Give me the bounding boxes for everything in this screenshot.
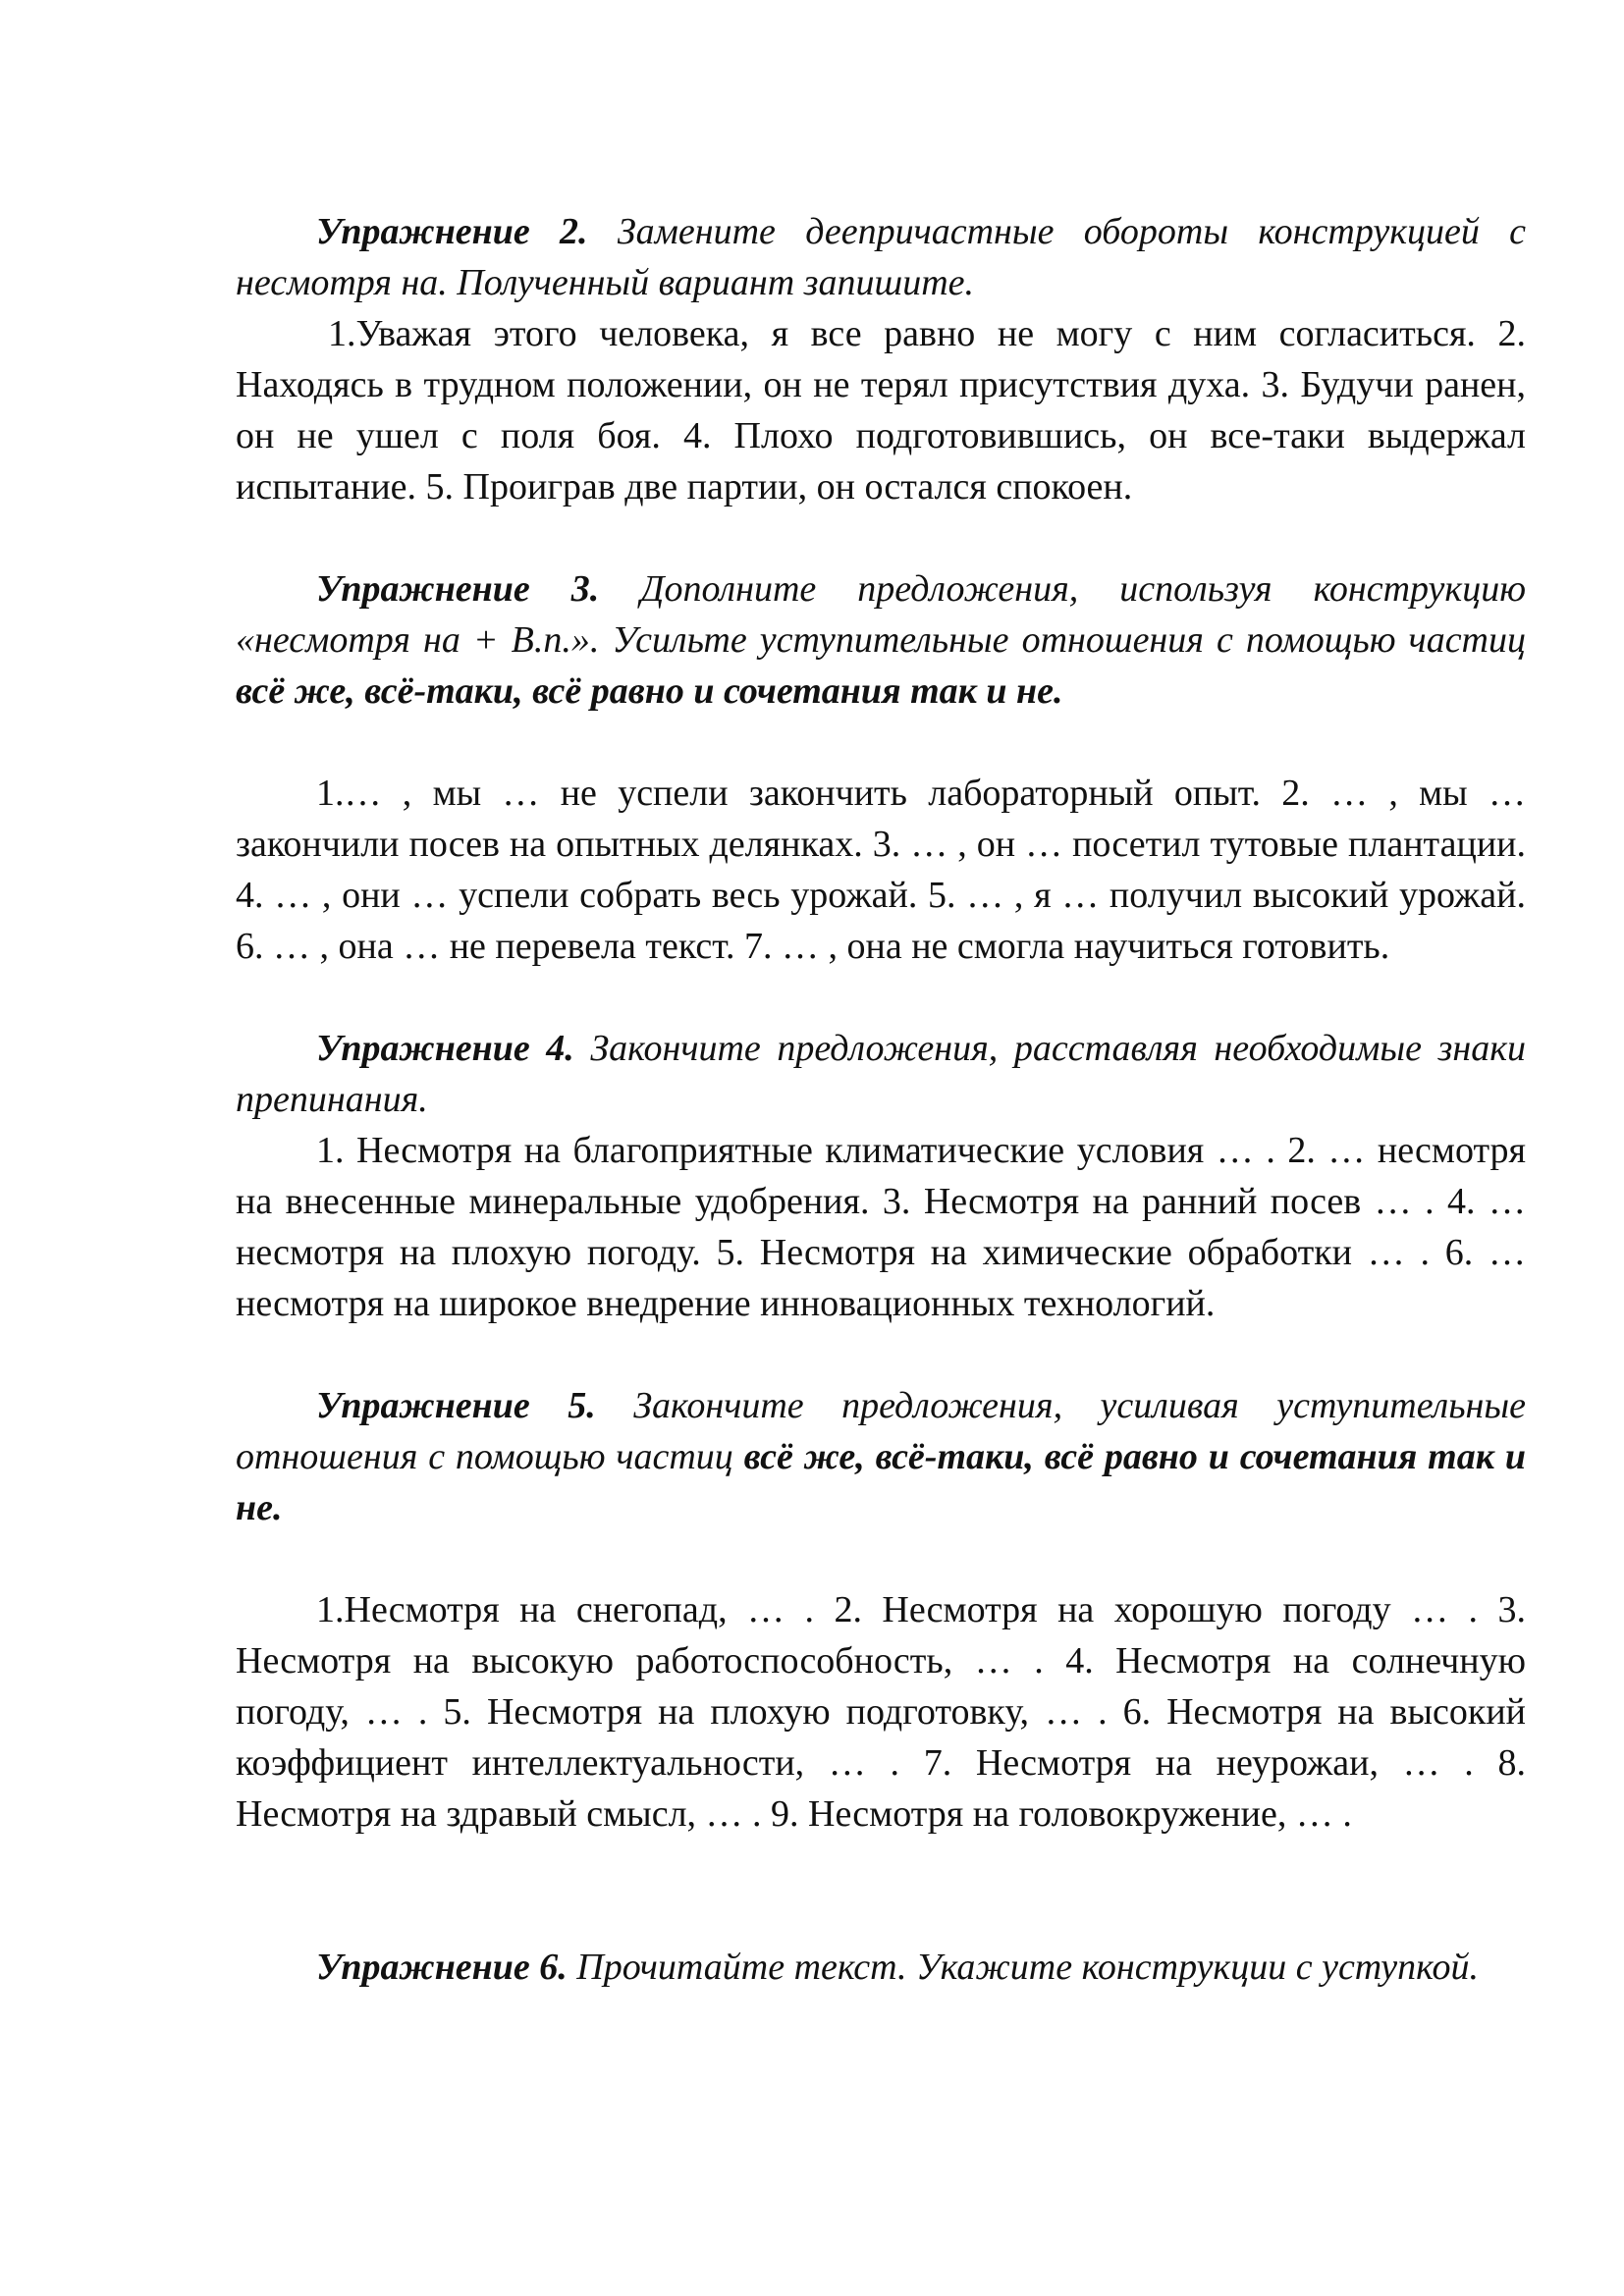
exercise-2-text: 1.Уважая этого человека, я все равно не могу с ним согласиться. 2. Находясь в трудном положении, он не терял присутствия духа. 3. Будучи ранен, он не ушел с поля боя. 4. Плохо подготовившись, он все-таки выдержал испытание. 5. Проиграв две партии, он остался спокоен. <box>236 313 1526 507</box>
spacer <box>236 1533 1526 1584</box>
exercise-2-task: Замените деепричастные обороты конструкцией с несмотря на. Полученный вариант запишите. <box>236 211 1526 303</box>
exercise-6-heading <box>236 1942 1526 1993</box>
exercise-3-heading <box>236 563 1526 717</box>
exercise-4-heading <box>236 1023 1526 1125</box>
exercise-6-label: Упражнение 6. <box>316 1947 568 1988</box>
exercise-5-heading <box>236 1380 1526 1533</box>
exercise-6-task: Прочитайте текст. Укажите конструкции с уступкой. <box>567 1947 1480 1988</box>
spacer <box>236 512 1526 563</box>
spacer <box>236 1329 1526 1380</box>
exercise-3-task-bold: всё же, всё-таки, всё равно и сочетания так и не. <box>236 670 1063 712</box>
exercise-5-task-bold: всё же, всё-таки, всё равно и сочетания так и не. <box>236 1436 1526 1528</box>
exercise-2-label: Упражнение 2. <box>316 211 588 252</box>
exercise-5-label: Упражнение 5. <box>316 1385 596 1426</box>
exercise-3-label: Упражнение 3. <box>316 568 600 610</box>
spacer <box>236 1840 1526 1942</box>
spacer <box>236 717 1526 768</box>
document-page <box>236 206 1526 1993</box>
spacer <box>236 972 1526 1023</box>
exercise-3-text: 1.… , мы … не успели закончить лабораторный опыт. 2. … , мы … закончили посев на опытных делянках. 3. … , он … посетил тутовые плантации. 4. … , они … успели собрать весь урожай. 5. … , я … получил высокий урожай. 6. … , она … не перевела текст. 7. … , она не смогла научиться готовить. <box>236 773 1526 967</box>
exercise-5-text: 1.Несмотря на снегопад, … . 2. Несмотря на хорошую погоду … . 3. Несмотря на высокую работоспособность, … . 4. Несмотря на солнечную погоду, … . 5. Несмотря на плохую подготовку, … . 6. Несмотря на высокий коэффициент интеллектуальности, … . 7. Несмотря на неурожаи, … . 8. Несмотря на здравый смысл, … . 9. Несмотря на головокружение, … . <box>236 1589 1526 1835</box>
exercise-5-task: Закончите предложения, усиливая уступительные отношения с помощью частиц <box>236 1385 1526 1477</box>
exercise-4-task: Закончите предложения, расставляя необходимые знаки препинания. <box>236 1028 1526 1120</box>
exercise-2-heading <box>236 206 1526 308</box>
exercise-3-task: Дополните предложения, используя конструкцию «несмотря на + В.п.». Усильте уступительные отношения с помощью частиц <box>236 568 1526 661</box>
exercise-4-text: 1. Несмотря на благоприятные климатические условия … . 2. … несмотря на внесенные минеральные удобрения. 3. Несмотря на ранний посев … . 4. … несмотря на плохую погоду. 5. Несмотря на химические обработки … . 6. … несмотря на широкое внедрение инновационных технологий. <box>236 1130 1526 1324</box>
exercise-4-label: Упражнение 4. <box>316 1028 574 1069</box>
